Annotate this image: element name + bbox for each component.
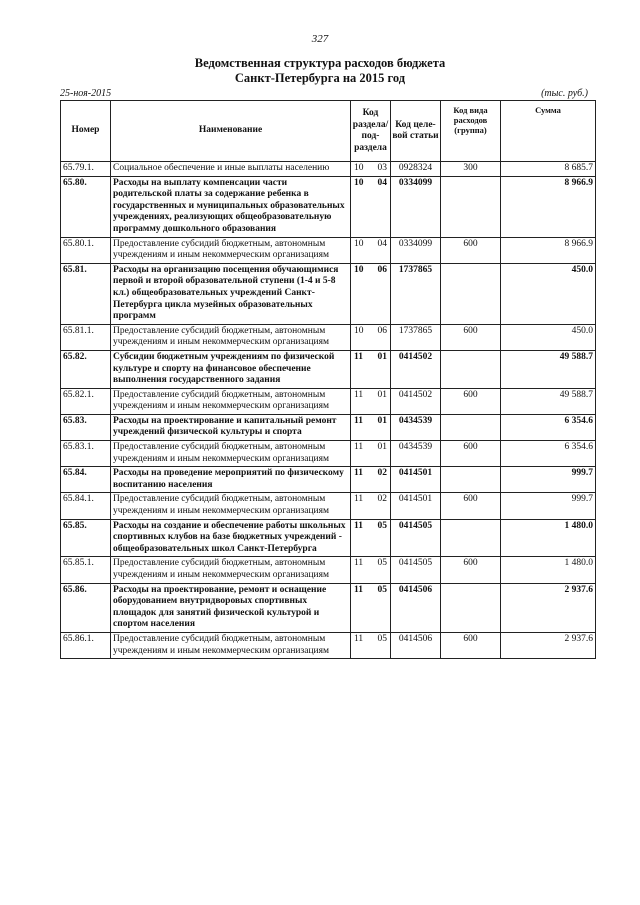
row-target-code: 0414506 [391,632,441,658]
row-subsection: 02 [377,494,387,505]
row-subsection: 04 [377,177,387,188]
row-target-code: 0334099 [391,237,441,263]
table-row [61,176,596,237]
header-target: Код целе-вой статьи [391,101,441,162]
table-row [61,237,596,263]
row-target-code: 0434539 [391,414,441,440]
row-sum: 6 354.6 [501,414,596,440]
row-section-code [351,263,391,324]
row-name: Предоставление субсидий бюджетным, автономным учреждениям и иным некоммерческим организациям [111,493,351,519]
table-row [61,632,596,658]
row-name: Расходы на проектирование, ремонт и оснащение оборудованием внутридворовых спортивных площадок для занятий физической культурой и спортом населения [111,583,351,632]
table-row [61,519,596,557]
header-name: Наименование [111,101,351,162]
row-target-code: 0414501 [391,467,441,493]
row-target-code: 1737865 [391,263,441,324]
units-label: (тыс. руб.) [541,88,588,99]
row-section-code [351,493,391,519]
row-subsection: 03 [377,163,387,173]
row-group-code [441,176,501,237]
row-target-code: 0414501 [391,493,441,519]
row-group-code: 600 [441,557,501,583]
row-subsection: 02 [377,468,387,479]
row-name: Предоставление субсидий бюджетным, автономным учреждениям и иным некоммерческим организациям [111,557,351,583]
row-sum: 6 354.6 [501,441,596,467]
row-subsection: 06 [377,264,387,275]
row-section-code [351,350,391,388]
row-section: 11 [354,415,363,426]
row-subsection: 05 [377,584,387,595]
row-section-code [351,467,391,493]
row-target-code: 0414505 [391,557,441,583]
row-subsection: 01 [377,442,387,453]
row-group-code: 600 [441,324,501,350]
row-sum: 49 588.7 [501,350,596,388]
row-section: 11 [354,351,363,362]
row-name: Расходы на проектирование и капитальный ремонт учреждений физической культуры и спорта [111,414,351,440]
header-number: Номер [61,101,111,162]
table-row [61,263,596,324]
row-subsection: 05 [377,520,387,531]
page-title [0,56,640,86]
row-group-code: 600 [441,632,501,658]
row-subsection: 05 [377,558,387,569]
table-row [61,493,596,519]
row-target-code: 0414502 [391,350,441,388]
row-number: 65.84.1. [61,493,111,519]
table-header-row [61,101,596,162]
row-section-code [351,519,391,557]
row-sum: 1 480.0 [501,557,596,583]
row-number: 65.85.1. [61,557,111,583]
row-group-code: 600 [441,237,501,263]
row-sum: 2 937.6 [501,632,596,658]
title-line-2: Санкт-Петербурга на 2015 год [234,71,406,85]
row-number: 65.83. [61,414,111,440]
row-section-code [351,162,391,177]
row-number: 65.86. [61,583,111,632]
row-number: 65.82.1. [61,388,111,414]
table-row [61,557,596,583]
row-sum: 1 480.0 [501,519,596,557]
report-date: 25-ноя-2015 [60,88,112,99]
row-target-code: 0414506 [391,583,441,632]
row-name: Расходы на выплату компенсации части родительской платы за содержание ребенка в государственных и муниципальных образовательных учреждениях, реализующих общеобразовательную программу дошкольного образования [111,176,351,237]
row-group-code: 600 [441,441,501,467]
header-section: Код раздела/ под-раздела [351,101,391,162]
row-name: Социальное обеспечение и иные выплаты населению [111,162,351,177]
page-number: 327 [311,33,329,45]
row-subsection: 01 [377,351,387,362]
row-group-code: 600 [441,388,501,414]
budget-table [60,100,596,659]
row-sum: 8 966.9 [501,176,596,237]
row-section-code [351,388,391,414]
row-subsection: 05 [377,633,387,644]
row-section: 10 [354,325,364,336]
row-section-code [351,414,391,440]
row-name: Предоставление субсидий бюджетным, автономным учреждениям и иным некоммерческим организациям [111,632,351,658]
row-sum: 999.7 [501,493,596,519]
row-name: Предоставление субсидий бюджетным, автономным учреждениям и иным некоммерческим организациям [111,324,351,350]
row-section-code [351,632,391,658]
row-group-code [441,414,501,440]
row-number: 65.79.1. [61,162,111,177]
table-row [61,388,596,414]
row-target-code: 0414502 [391,388,441,414]
row-number: 65.84. [61,467,111,493]
row-number: 65.82. [61,350,111,388]
row-name: Предоставление субсидий бюджетным, автономным учреждениям и иным некоммерческим организациям [111,388,351,414]
row-subsection: 04 [377,238,387,249]
table-row [61,324,596,350]
row-sum: 450.0 [501,324,596,350]
table-row [61,350,596,388]
row-group-code: 300 [441,162,501,177]
table-row [61,583,596,632]
row-group-code [441,263,501,324]
row-section: 11 [354,520,363,531]
row-subsection: 06 [377,325,387,336]
row-subsection: 01 [377,415,387,426]
row-name: Субсидии бюджетным учреждениям по физической культуре и спорту на финансовое обеспечение выполнения государственного задания [111,350,351,388]
row-target-code: 0334099 [391,176,441,237]
row-group-code [441,467,501,493]
row-name: Расходы на создание и обеспечение работы школьных спортивных клубов на базе бюджетных учреждений - общеобразовательных школ Санкт-Петербурга [111,519,351,557]
row-section: 11 [354,442,364,453]
row-number: 65.80. [61,176,111,237]
row-section: 10 [354,163,364,173]
row-number: 65.81.1. [61,324,111,350]
row-section: 11 [354,633,364,644]
row-target-code: 0928324 [391,162,441,177]
row-section-code [351,176,391,237]
row-section: 10 [354,238,364,249]
row-section-code [351,237,391,263]
row-number: 65.85. [61,519,111,557]
row-section: 10 [354,177,364,188]
row-section: 11 [354,389,364,400]
row-sum: 2 937.6 [501,583,596,632]
row-target-code: 0414505 [391,519,441,557]
row-group-code [441,350,501,388]
row-section: 11 [354,584,363,595]
row-sum: 999.7 [501,467,596,493]
row-number: 65.83.1. [61,441,111,467]
title-line-1: Ведомственная структура расходов бюджета [194,56,446,70]
table-row [61,441,596,467]
row-target-code: 0434539 [391,441,441,467]
row-sum: 8 685.7 [501,162,596,177]
row-section: 11 [354,558,364,569]
row-subsection: 01 [377,389,387,400]
row-name: Предоставление субсидий бюджетным, автономным учреждениям и иным некоммерческим организациям [111,441,351,467]
row-name: Расходы на организацию посещения обучающимися первой и второй образовательной ступени (1-4 и 5-8 кл.) общеобразовательных учреждений Санкт-Петербурга цикла музейных образовательных программ [111,263,351,324]
table-row [61,467,596,493]
row-section: 10 [354,264,364,275]
row-section: 11 [354,494,364,505]
row-number: 65.81. [61,263,111,324]
row-section-code [351,324,391,350]
row-section: 11 [354,468,363,479]
row-number: 65.80.1. [61,237,111,263]
row-name: Предоставление субсидий бюджетным, автономным учреждениям и иным некоммерческим организациям [111,237,351,263]
row-sum: 450.0 [501,263,596,324]
row-section-code [351,557,391,583]
row-sum: 49 588.7 [501,388,596,414]
row-section-code [351,583,391,632]
row-name: Расходы на проведение мероприятий по физическому воспитанию населения [111,467,351,493]
header-sum: Сумма [501,101,596,162]
table-row [61,162,596,177]
row-sum: 8 966.9 [501,237,596,263]
row-group-code: 600 [441,493,501,519]
row-section-code [351,441,391,467]
row-group-code [441,583,501,632]
table-row [61,414,596,440]
row-target-code: 1737865 [391,324,441,350]
header-group: Код вида расходов (группа) [441,101,501,162]
row-group-code [441,519,501,557]
row-number: 65.86.1. [61,632,111,658]
